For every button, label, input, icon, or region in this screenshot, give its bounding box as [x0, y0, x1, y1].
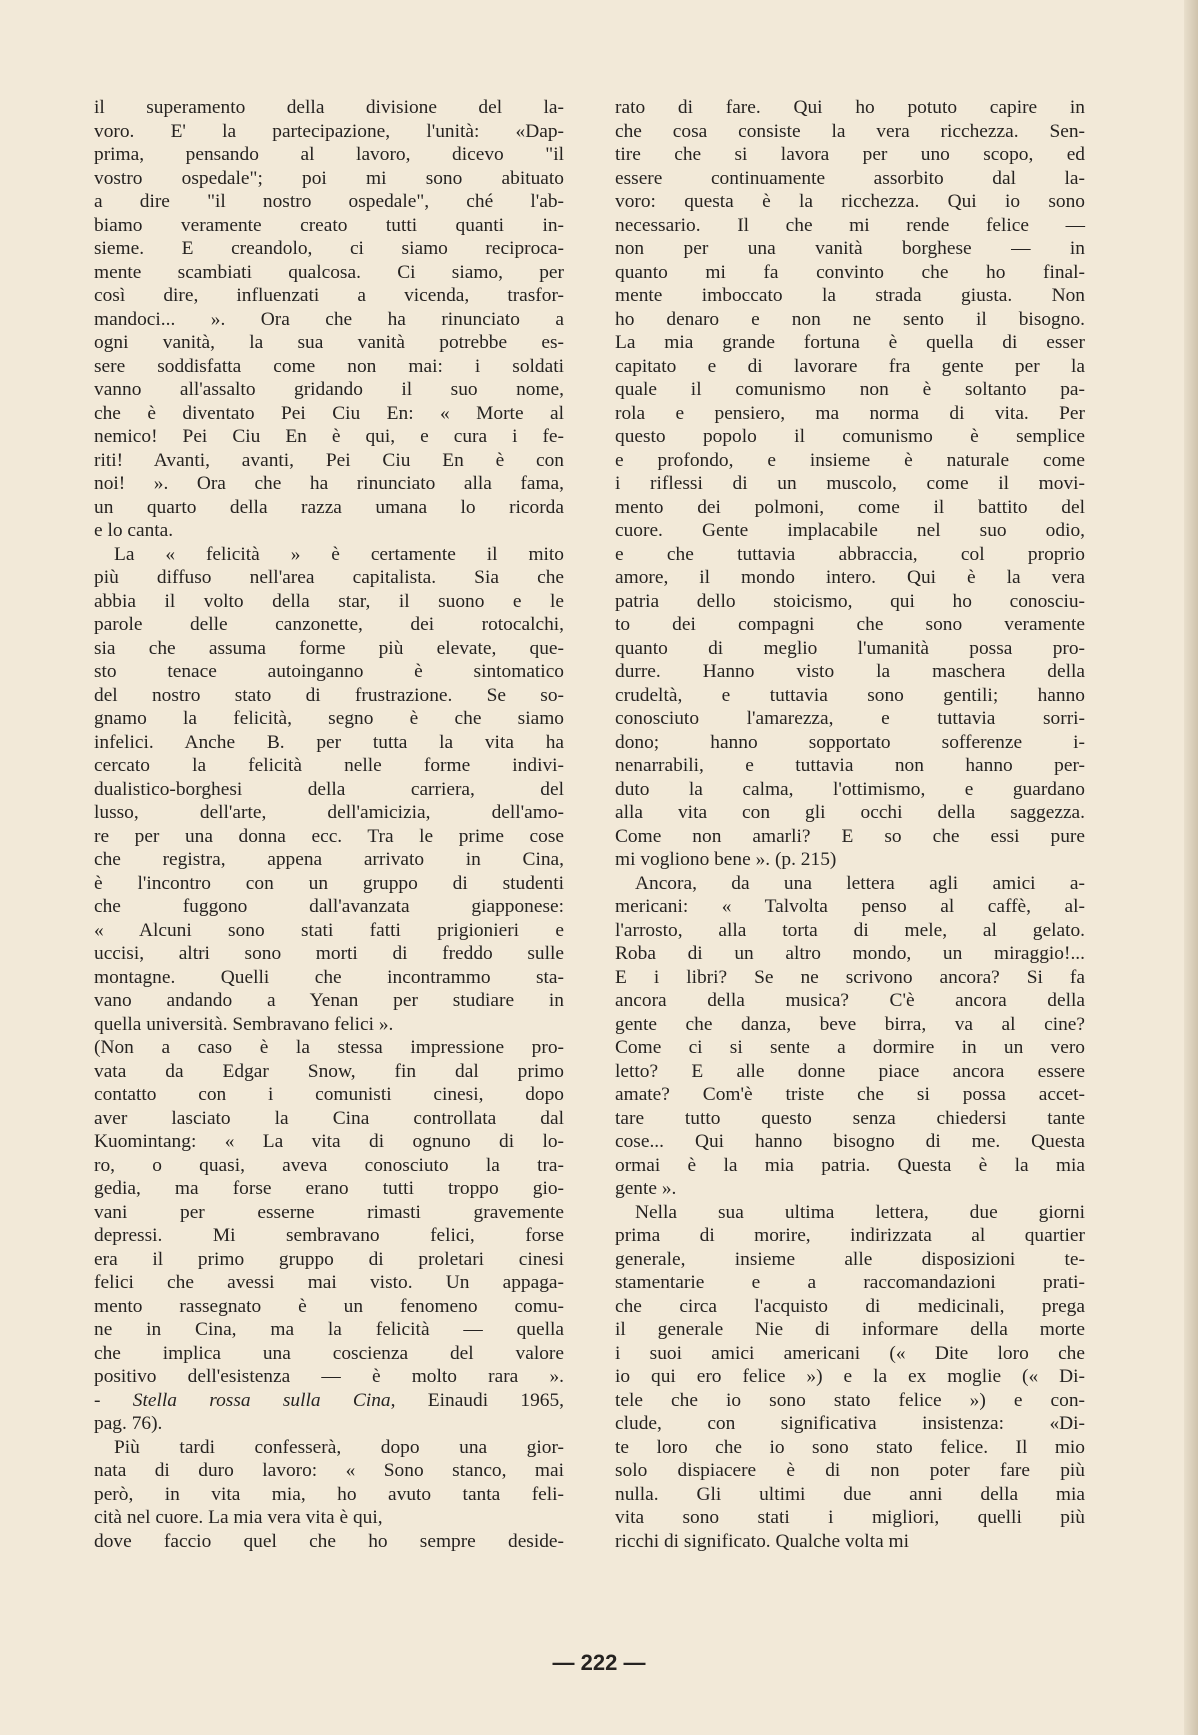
- text-line: amore, il mondo intero. Qui è la vera: [615, 567, 1085, 588]
- text-line: questo popolo il comunismo è semplice: [615, 426, 1085, 447]
- text-line: te loro che io sono stato felice. Il mio: [615, 1436, 1085, 1458]
- text-line: - Stella rossa sulla Cina, Einaudi 1965,: [94, 1389, 565, 1411]
- text-line: tare tutto questo senza chiedersi tante: [615, 1107, 1085, 1129]
- text-line: essere continuamente assorbito dal la-: [615, 167, 1085, 189]
- text-line: Ancora, da una lettera agli amici a-: [635, 872, 1085, 894]
- text-line: cose... Qui hanno bisogno di me. Questa: [615, 1131, 1085, 1152]
- text-line: abbia il volto della star, il suono e le: [94, 590, 564, 612]
- text-line: nata di duro lavoro: « Sono stanco, mai: [94, 1460, 564, 1481]
- text-line: biamo veramente creato tutti quanti in-: [94, 214, 564, 236]
- text-line: che implica una coscienza del valore: [94, 1342, 564, 1364]
- text-line: vani per esserne rimasti gravemente: [94, 1201, 564, 1223]
- text-line: il generale Nie di informare della morte: [615, 1319, 1085, 1340]
- text-line: mente imboccato la strada giusta. Non: [615, 285, 1085, 306]
- text-line: ro, o quasi, aveva conosciuto la tra-: [94, 1154, 564, 1176]
- text-line: Roba di un altro mondo, un miraggio!...: [615, 943, 1085, 964]
- text-line: che registra, appena arrivato in Cina,: [94, 849, 564, 870]
- text-line: mento rassegnato è un fenomeno comu-: [94, 1295, 564, 1317]
- text-line: vostro ospedale"; poi mi sono abituato: [94, 167, 564, 189]
- text-line: dualistico-borghesi della carriera, del: [94, 778, 564, 800]
- text-line: ormai è la mia patria. Questa è la mia: [615, 1154, 1085, 1176]
- text-line: infelici. Anche B. per tutta la vita ha: [94, 731, 564, 753]
- text-line: quanto mi fa convinto che ho final-: [615, 261, 1085, 283]
- text-line: non per una vanità borghese — in: [615, 238, 1085, 259]
- text-line: cercato la felicità nelle forme indivi-: [94, 755, 564, 776]
- text-line: voro. E' la partecipazione, l'unità: «Dap-: [94, 120, 564, 142]
- text-line: (Non a caso è la stessa impressione pro-: [94, 1037, 564, 1058]
- text-line: rola e pensiero, ma norma di vita. Per: [615, 402, 1085, 424]
- text-line: che cosa consiste la vera ricchezza. Sen-: [615, 120, 1085, 142]
- text-line: Kuomintang: « La vita di ognuno di lo-: [94, 1131, 564, 1152]
- text-line: che è diventato Pei Ciu En: « Morte al: [94, 402, 564, 424]
- text-line: però, in vita mia, ho avuto tanta feli-: [94, 1483, 564, 1505]
- text-line: uccisi, altri sono morti di freddo sulle: [94, 943, 564, 964]
- text-line: necessario. Il che mi rende felice —: [615, 214, 1085, 236]
- text-line: conosciuto l'amarezza, e tuttavia sorri-: [615, 708, 1085, 729]
- text-line: Come ci si sente a dormire in un vero: [615, 1037, 1085, 1058]
- text-line: generale, insieme alle disposizioni te-: [615, 1248, 1085, 1270]
- text-line: sia che assuma forme più elevate, que-: [94, 637, 564, 659]
- text-line: Nella sua ultima lettera, due giorni: [635, 1201, 1085, 1223]
- text-line: l'arrosto, alla torta di mele, al gelato.: [615, 919, 1085, 941]
- text-line: Come non amarli? E so che essi pure: [615, 825, 1085, 847]
- text-line: nenarrabili, e tuttavia non hanno per-: [615, 755, 1085, 776]
- text-line: sieme. E creandolo, ci siamo reciproca-: [94, 238, 564, 259]
- text-line: riti! Avanti, avanti, Pei Ciu En è con: [94, 449, 564, 471]
- text-line: ancora della musica? C'è ancora della: [615, 990, 1085, 1011]
- text-line: tele che io sono stato felice ») e con-: [615, 1389, 1085, 1411]
- page-number: — 222 —: [552, 1650, 646, 1675]
- text-line: crudeltà, e tuttavia sono gentili; hanno: [615, 684, 1085, 706]
- text-line: i riflessi di un muscolo, come il movi-: [615, 473, 1085, 494]
- text-line: vita sono stati i migliori, quelli più: [615, 1507, 1085, 1528]
- text-line: mento dei polmoni, come il battito del: [615, 496, 1085, 518]
- text-line: ne in Cina, ma la felicità — quella: [94, 1319, 564, 1340]
- text-line: pag. 76).: [94, 1413, 163, 1434]
- text-line: voro: questa è la ricchezza. Qui io sono: [615, 191, 1085, 212]
- text-line: vanno all'assalto gridando il suo nome,: [94, 379, 564, 400]
- text-line: letto? E alle donne piace ancora essere: [615, 1060, 1085, 1082]
- text-line: i suoi amici americani (« Dite loro che: [615, 1342, 1085, 1364]
- text-line: era il primo gruppo di proletari cinesi: [94, 1248, 564, 1270]
- text-line: stamentarie e a raccomandazioni prati-: [615, 1272, 1085, 1293]
- text-line: capitato e di lavorare fra gente per la: [615, 355, 1085, 377]
- text-line: contatto con i comunisti cinesi, dopo: [94, 1084, 564, 1105]
- text-line: La « felicità » è certamente il mito: [114, 543, 564, 565]
- text-line: tire che si lavora per uno scopo, ed: [615, 144, 1085, 165]
- text-line: alla vita con gli occhi della saggezza.: [615, 802, 1085, 823]
- right-text-column: [615, 96, 1085, 1553]
- text-line: nulla. Gli ultimi due anni della mia: [615, 1483, 1085, 1505]
- text-line: E i libri? Se ne scrivono ancora? Si fa: [615, 966, 1085, 988]
- text-line: così dire, influenzati a vicenda, trasfor-: [94, 285, 564, 306]
- text-line: prima di morire, indirizzata al quartier: [615, 1225, 1085, 1246]
- text-line: sere soddisfatta come non mai: i soldati: [94, 355, 564, 377]
- text-line: dove faccio quel che ho sempre deside-: [94, 1530, 564, 1552]
- text-line: che fuggono dall'avanzata giapponese:: [94, 896, 564, 917]
- text-line: gente ».: [615, 1178, 677, 1199]
- text-line: sto tenace autoinganno è sintomatico: [94, 661, 564, 682]
- text-line: « Alcuni sono stati fatti prigionieri e: [94, 919, 564, 941]
- text-line: ogni vanità, la sua vanità potrebbe es-: [94, 332, 564, 353]
- text-line: ho denaro e non ne sento il bisogno.: [615, 308, 1085, 330]
- page-edge-shadow: [1184, 0, 1198, 1735]
- text-line: amate? Com'è triste che si possa accet-: [615, 1084, 1085, 1105]
- text-line: dono; hanno sopportato sofferenze i-: [615, 731, 1085, 753]
- text-line: e profondo, e insieme è naturale come: [615, 449, 1085, 471]
- text-line: cuore. Gente implacabile nel suo odio,: [615, 520, 1085, 541]
- text-line: clude, con significativa insistenza: «Di-: [615, 1413, 1085, 1434]
- text-line: montagne. Quelli che incontrammo sta-: [94, 966, 564, 988]
- text-line: La mia grande fortuna è quella di esser: [615, 332, 1085, 353]
- text-line: nemico! Pei Ciu En è qui, e cura i fe-: [94, 426, 564, 447]
- text-line: è l'incontro con un gruppo di studenti: [94, 872, 564, 894]
- text-line: più diffuso nell'area capitalista. Sia che: [94, 567, 564, 588]
- text-line: mericani: « Talvolta penso al caffè, al-: [615, 896, 1085, 917]
- text-line: mente scambiati qualcosa. Ci siamo, per: [94, 261, 564, 283]
- text-line: vano andando a Yenan per studiare in: [94, 990, 564, 1011]
- text-line: to dei compagni che sono veramente: [615, 614, 1085, 635]
- text-line: depressi. Mi sembravano felici, forse: [94, 1225, 564, 1246]
- text-line: che circa l'acquisto di medicinali, prega: [615, 1295, 1085, 1317]
- text-line: positivo dell'esistenza — è molto rara ».: [94, 1366, 564, 1387]
- text-line: mi vogliono bene ». (p. 215): [615, 849, 837, 870]
- text-line: quanto di meglio l'umanità possa pro-: [615, 637, 1085, 659]
- text-line: aver lasciato la Cina controllata dal: [94, 1107, 564, 1129]
- text-line: felici che avessi mai visto. Un appaga-: [94, 1272, 564, 1293]
- text-line: durre. Hanno visto la maschera della: [615, 661, 1085, 682]
- text-line: a dire "il nostro ospedale", ché l'ab-: [94, 191, 564, 212]
- text-line: solo dispiacere è di non poter fare più: [615, 1460, 1085, 1481]
- text-line: Più tardi confesserà, dopo una gior-: [114, 1436, 564, 1458]
- text-line: quella università. Sembravano felici ».: [94, 1013, 394, 1035]
- text-line: vata da Edgar Snow, fin dal primo: [94, 1060, 564, 1082]
- text-line: mandoci... ». Ora che ha rinunciato a: [94, 308, 564, 330]
- text-line: duto la calma, l'ottimismo, e guardano: [615, 778, 1085, 800]
- text-line: gente che danza, beve birra, va al cine?: [615, 1013, 1085, 1035]
- text-line: noi! ». Ora che ha rinunciato alla fama,: [94, 473, 564, 494]
- text-line: io qui ero felice ») e la ex moglie (« Di-: [615, 1366, 1085, 1387]
- left-text-column: [94, 96, 564, 1553]
- text-line: gedia, ma forse erano tutti troppo gio-: [94, 1178, 564, 1199]
- text-line: quale il comunismo non è soltanto pa-: [615, 379, 1085, 400]
- text-line: rato di fare. Qui ho potuto capire in: [615, 97, 1085, 118]
- text-line: parole delle canzonette, dei rotocalchi,: [94, 614, 564, 635]
- text-line: il superamento della divisione del la-: [94, 97, 564, 118]
- text-line: lusso, dell'arte, dell'amicizia, dell'amo-: [94, 802, 564, 823]
- text-line: del nostro stato di frustrazione. Se so-: [94, 684, 564, 706]
- text-line: re per una donna ecc. Tra le prime cose: [94, 825, 564, 847]
- book-title: Stella rossa sulla Cina: [132, 1389, 391, 1411]
- text-line: e che tuttavia abbraccia, col proprio: [615, 543, 1085, 565]
- text-line: gnamo la felicità, segno è che siamo: [94, 708, 564, 729]
- text-line: cità nel cuore. La mia vera vita è qui,: [94, 1507, 383, 1528]
- text-line: un quarto della razza umana lo ricorda: [94, 496, 564, 518]
- text-line: e lo canta.: [94, 520, 174, 541]
- text-line: patria dello stoicismo, qui ho conosciu-: [615, 590, 1085, 612]
- text-line: ricchi di significato. Qualche volta mi: [615, 1530, 910, 1552]
- text-line: prima, pensando al lavoro, dicevo "il: [94, 144, 564, 165]
